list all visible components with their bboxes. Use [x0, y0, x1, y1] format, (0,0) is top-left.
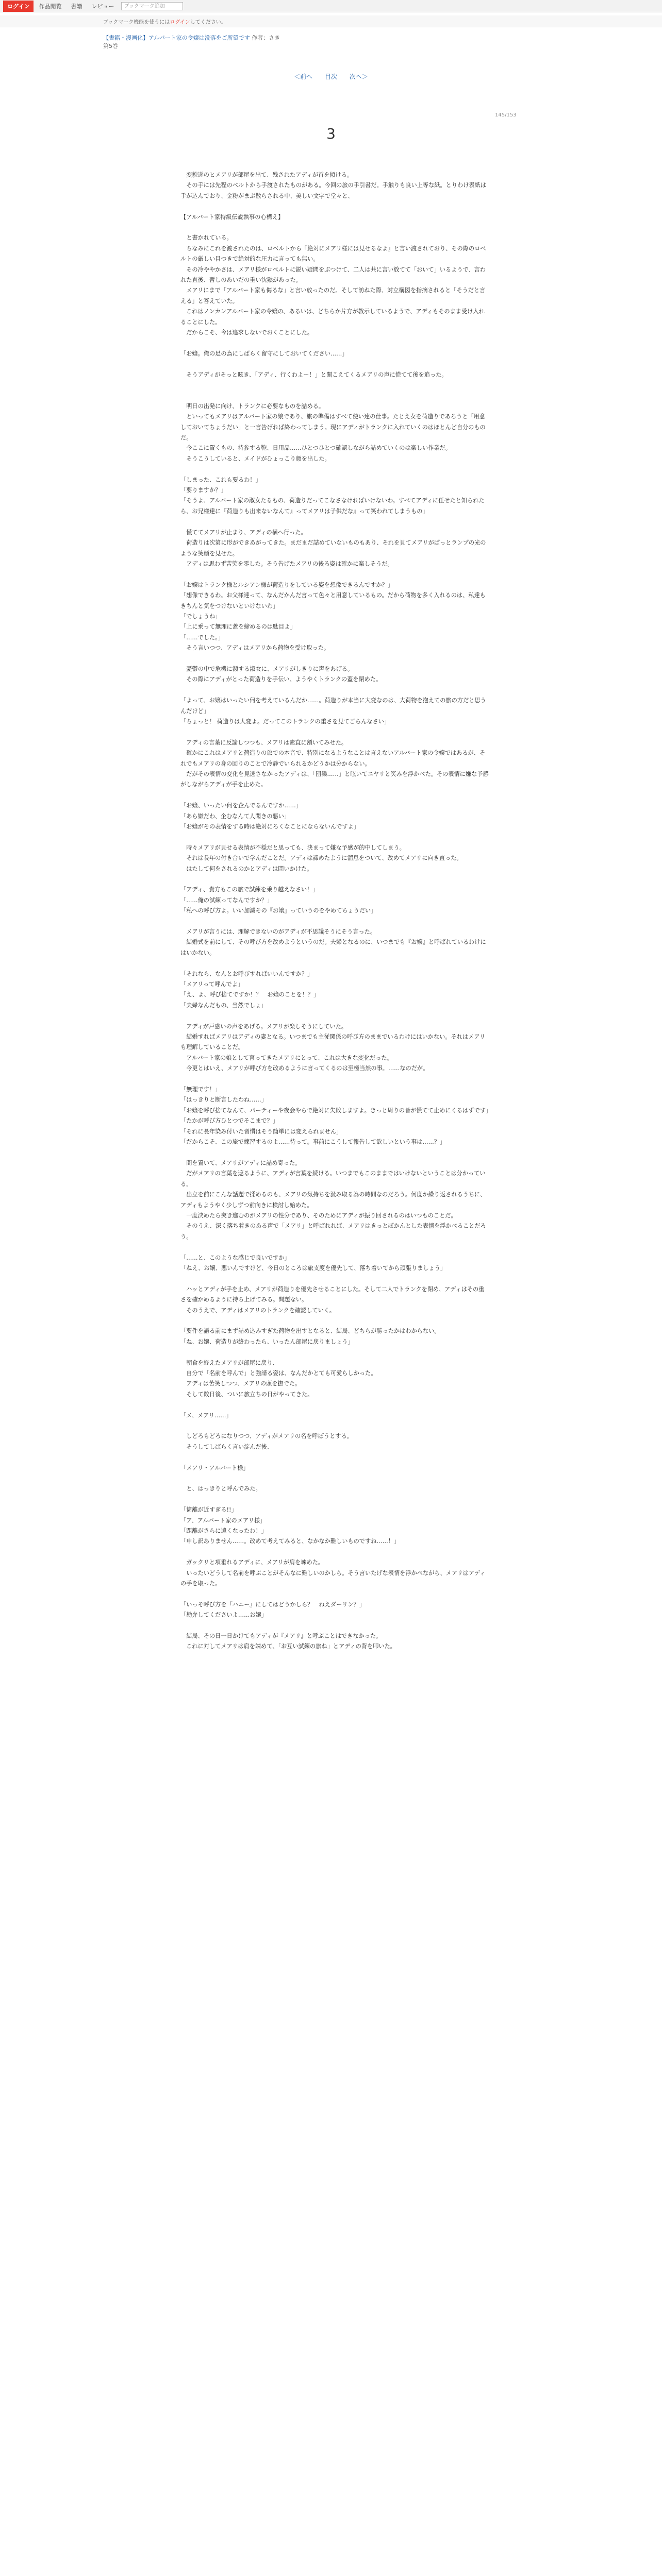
bookmark-notice-prefix: ブックマーク機能を使うには [103, 20, 170, 25]
body-paragraph: その手には先程のベルトから手渡されたものがある。今回の旅の手引書だ。手触りも良い上等な紙。とりわけ表紙は手が込んでおり、金粉がまぶ散らされる中、美しい文字で堂々と、 [180, 182, 486, 199]
blank-line [180, 1316, 490, 1326]
blank-line [180, 223, 490, 233]
body-paragraph: 「それに長年染み付いた習慣はそう簡単には変えられません」 [180, 1128, 342, 1135]
body-paragraph: 「上に乗って無理に蓋を締めるのは駄目よ」 [180, 623, 296, 631]
blank-line [180, 359, 490, 369]
body-paragraph: 「だからこそ、この旅で練習するのよ……待って。事前にこうして報告して欲しいという事は……？」 [180, 1139, 446, 1146]
blank-line [180, 874, 490, 885]
body-paragraph: 今ここに置くもの、持参する鞄、日用品……ひとつひとつ確認しながら詰めていくのは楽しい作業だ。 [180, 445, 451, 452]
body-paragraph: これはノンカンアルバート家の令嬢の、あるいは、どちらか片方が教示しているようで、アディもそのまま受け入れることにした。 [180, 308, 485, 326]
blank-line [180, 1589, 490, 1599]
chapter-number: 3 [326, 125, 336, 142]
nav-item-books[interactable]: 書籍 [71, 3, 82, 10]
body-paragraph: その冷ややかさは、メアリ様がロベルトに鋭い疑問をぶつけて、二人は共に言い放てて「おいて」いるようで、言われた直後、暫しのあいだの重い沈黙があった。 [180, 266, 486, 284]
body-paragraph: 「私への呼び方よ。いい加減その『お嬢』っていうのをやめてちょうだい」 [180, 907, 377, 914]
blank-line [180, 1242, 490, 1252]
body-paragraph: ちなみにこれを渡されたのは、ロベルトから『絶対にメアリ様には見せるなよ』と言い渡されており、その際のロベルトの厳しい目つきで絶対的な圧力に言っても無い。 [180, 245, 486, 263]
body-paragraph: アディは思わず苦笑を零した。そう告げたメアリの後ろ姿は確かに楽しそうだ。 [180, 560, 393, 567]
body-paragraph: 出立を前にこんな話題で揉めるのも、メアリの気持ちを汲み取る為の時間なのだろう。何度か繰り返されるうちに、アディもようやく少しずつ前向きに検討し始めた。 [180, 1191, 486, 1209]
top-navigation-bar [0, 0, 662, 12]
body-paragraph: メアリが言うには、理解できないのがアディが不思議そうにそう言った。 [180, 928, 376, 935]
blank-line [180, 1147, 490, 1158]
blank-line [180, 832, 490, 842]
body-paragraph: その際にアディがとった荷造りを手伝い、ようやくトランクの蓋を閉めた。 [180, 676, 382, 683]
blank-line [180, 201, 490, 212]
blank-line [180, 1274, 490, 1284]
body-paragraph: 「お嬢。俺の足の為にしばらく留守にしておいてください……」 [180, 350, 348, 357]
body-paragraph: 「メ、メアリ……」 [180, 1412, 232, 1419]
bookmark-add-input[interactable]: ブックマーク追加 [121, 2, 183, 10]
body-paragraph: 「よって、お嬢はいったい何を考えているんだか……。荷造りが本当に大変なのは、大荷物を抱えての旅の方だと思うんだけど」 [180, 697, 486, 715]
body-paragraph: 朝食を終えたメアリが部屋に戻り、 [180, 1359, 278, 1366]
body-paragraph: だがその表情の変化を見逃さなかったアディは、「団欒……」と呟いてニヤリと笑みを浮かべた。その表情に嫌な予感がしながらアディが手を止めた。 [180, 770, 489, 788]
body-paragraph: 「箇離が近すぎる!!」 [180, 1506, 237, 1514]
body-paragraph: 憂鬱の中で危機に瀕する淑女に、メアリがしきりに声をあげる。 [180, 665, 354, 672]
body-paragraph: 「ねえ、お嬢、悪いんですけど、今日のところは旅支度を優先して、落ち着いてから頑張りましょう」 [180, 1264, 446, 1272]
body-paragraph: そのうえ、深く落ち着きのある声で「メアリ」と呼ばれれば、メアリはきっとぽかんとした表情を浮かべることだろう。 [180, 1223, 486, 1240]
body-paragraph: ハッとアディが手を止め、メアリが荷造りを優先させることにした。そして二人でトランクを閉め、アディはその重さを確かめるように持ち上げてみる。問題ない。 [180, 1285, 485, 1303]
body-paragraph: そして数日後、ついに旅立ちの日がやってきた。 [180, 1391, 313, 1398]
bookmark-notice-suffix: してください。 [190, 20, 226, 25]
body-paragraph: 自分で「名前を呼んで」と強請る姿は、なんだかとても可愛らしかった。 [180, 1369, 377, 1377]
body-paragraph: と書かれている。 [180, 234, 233, 242]
body-paragraph: 「え、よ、呼び捨てですか！？ お嬢のことを！？」 [180, 991, 320, 998]
body-paragraph: 「想像できるわ。お父様達って、なんだかんだ言って色々と用意しているもの。だから荷物を多く入れるのは、私達もきちんと気をつけないといけないわ」 [180, 592, 486, 609]
body-paragraph: 「それなら、なんとお呼びすればいいんですか？」 [180, 970, 313, 977]
body-paragraph: 「メアリ・アルバート様」 [180, 1464, 249, 1471]
body-paragraph: 「ちょっと！ 荷造りは大変よ。だってこのトランクの重さを見てごらんなさい」 [180, 718, 390, 725]
body-paragraph: 確かにこれはメアリと荷造りの旅での本音で、特別になるようなことは言えないアルバート家の令嬢ではあるが、それでもメアリの身の回りのことで冷静でいられるかどうかは分からない。 [180, 750, 486, 767]
body-paragraph: 結局、その日一日かけてもアディが『メアリ』と呼ぶことはできなかった。 [180, 1632, 382, 1639]
body-paragraph: といってもメアリはアルバート家の娘であり、旅の準備はすべて使い達の仕事。たとえ女を荷造りであろうと「用意しておいてちょうだい」と一言告げれば終わってしまう。現にアディがトランクに入れていくのはほとんど自分のものだ。 [180, 413, 486, 442]
prev-link[interactable]: ＜前へ [294, 73, 313, 80]
body-paragraph: 変貌遂のヒメアリが部屋を出て、残されたアディが首を傾ける。 [180, 172, 353, 178]
body-paragraph: いったいどうして名前を呼ぶことがそんなに難しいのかしら。そう言いたげな表情を浮かべながら、メアリはアディの手を取った。 [180, 1569, 486, 1587]
blank-line [180, 654, 490, 664]
blank-line [180, 685, 490, 696]
body-paragraph: 間を置いて、メアリがアディに詰め寄った。 [180, 1159, 301, 1166]
body-paragraph: これに対してメアリは肩を竦めて、「お互い試練の旅ね」とアディの背を叩いた。 [180, 1643, 396, 1650]
body-paragraph: ガックリと項垂れるアディに、メアリが肩を竦めた。 [180, 1559, 324, 1566]
body-paragraph: それは長年の付き合いで学んだことだ。アディは諦めたように溜息をついて、改めてメアリに向き直った。 [180, 855, 462, 862]
body-paragraph: 「いっそ呼び方を『ハニー』にしてはどうかしら？ ねえダーリン？」 [180, 1601, 366, 1608]
body-paragraph: そうアディがそっと呟き、「アディ、行くわよー！」と聞こえてくるメアリの声に慌てて後を追った。 [180, 371, 448, 378]
blank-line [180, 1547, 490, 1557]
body-paragraph: 「無理です！」 [180, 1086, 221, 1093]
blank-line [180, 1011, 490, 1021]
blank-line [180, 1347, 490, 1358]
nav-item-browse[interactable]: 作品閲覧 [39, 3, 62, 10]
body-paragraph: そのうえで、アディはメアリのトランクを確認していく。 [180, 1307, 336, 1314]
body-paragraph: 一度決めたら突き進むのがメアリの性分であり、そのためにアディが振り回されるのはいつものことだ。 [180, 1212, 457, 1219]
novel-body [180, 170, 490, 1652]
nav-item-reviews[interactable]: レビュー [91, 3, 114, 10]
blank-line [180, 1621, 490, 1631]
chapter-label: 第5巻 [103, 42, 118, 49]
body-paragraph: 「あら嫌だわ、企むなんて人聞きの悪い」 [180, 812, 290, 820]
body-paragraph: だからこそ、今は追求しないでおくことにした。 [180, 329, 313, 336]
toc-link[interactable]: 目次 [324, 73, 337, 80]
body-paragraph: 荷造りは次第に形ができあがってきた。まだまだ詰めていないものもあり、それを見てメアリがぱっとランプの光のような笑顔を見せた。 [180, 539, 486, 557]
body-paragraph: そう言いつつ、アディはメアリから荷物を受け取った。 [180, 645, 330, 652]
body-paragraph: そうこうしていると、メイドがひょっこり顔を出した。 [180, 455, 330, 462]
body-paragraph: 「距離がさらに遠くなったわ！」 [180, 1527, 267, 1534]
body-paragraph: 「お嬢、いったい何を企んでるんですか……」 [180, 802, 302, 809]
novel-title-block [103, 34, 412, 50]
body-paragraph: はたして何をされるのかとアディは問いかけた。 [180, 865, 313, 872]
body-paragraph: 「そうよ、アルバート家の淑女たるもの、荷造りだってこなさなければいけないわ。すべてアディに任せたと知られたら、お兄様達に『荷造りも出来ないなんて』ってメアリは子供だな』って笑われてしまうもの」 [180, 497, 485, 515]
bookmark-login-notice [103, 18, 226, 25]
blank-line [180, 569, 490, 580]
body-paragraph: だがメアリの言葉を遮るように、アディが言葉を続ける。いつまでもこのままではいけないということは分かっている。 [180, 1170, 486, 1188]
body-paragraph: 結婚式を前にして、その呼び方を改めようというのだ。夫婦となるのに、いつまでも『お嬢』と呼ばれているわけにはいかない。 [180, 939, 486, 956]
body-paragraph: 今更とはいえ、メアリが呼び方を改めるように言ってくるのは至極当然の事。……なのだが。 [180, 1065, 429, 1072]
body-paragraph: メアリにまで「アルバート家も侮るな」と言い放ったのだ。そして訪ねた際、対立構図を指摘されると「そうだと言える」と答えていた。 [180, 287, 486, 304]
body-paragraph: 「要件を語る前にまず詰め込みすぎた荷物を出すとなると、結局、どちらが勝ったかはわからない。 [180, 1328, 440, 1335]
body-paragraph: 「……と、このような感じで良いですか」 [180, 1254, 290, 1261]
body-paragraph: 「アディ、貴方もこの旅で試練を乗り越えなさい！」 [180, 886, 319, 893]
body-paragraph: 【アルバート家特級伝説執事の心構え】 [180, 213, 284, 221]
blank-line [180, 380, 490, 391]
blank-line [180, 790, 490, 801]
body-paragraph: 「……俺の試練ってなんですか？」 [180, 896, 273, 904]
body-paragraph: 「お嬢を呼び捨てなんて、パーティーや夜会やらで絶対に失敗しますよ。きっと周りの皆が慌てて止めにくるはずです」 [180, 1107, 492, 1114]
body-paragraph: 「メアリって呼んでよ」 [180, 981, 244, 988]
notice-strip [0, 15, 662, 27]
body-paragraph: 慌ててメアリが止まり、アディの横へ行った。 [180, 529, 307, 536]
body-paragraph: 「はっきりと断言したわね……」 [180, 1096, 267, 1104]
body-paragraph: アディの言葉に反論しつつも、メアリは素直に頷いてみせた。 [180, 739, 347, 746]
body-paragraph: アディが戸惑いの声をあげる。メアリが楽しそうにしていた。 [180, 1023, 347, 1030]
blank-line [180, 1452, 490, 1463]
blank-line [180, 727, 490, 737]
body-paragraph: 「でしょうね」 [180, 613, 221, 620]
body-paragraph: 「要りますか？」 [180, 487, 227, 494]
body-paragraph: と、はっきりと呼んでみた。 [180, 1485, 261, 1493]
blank-line [180, 517, 490, 527]
blank-line [180, 338, 490, 348]
body-paragraph: 結婚すればメアリはアディの妻となる。いつまでも主従関係の呼び方のままでいるわけにはいかない。それはメアリも理解していることだ。 [180, 1033, 486, 1051]
body-paragraph: 「申し訳ありません……。改めて考えてみると、なかなか難しいものですね……！」 [180, 1538, 400, 1545]
bookmark-login-link[interactable]: ログイン [170, 20, 190, 25]
body-paragraph: アディは苦笑しつつ、メアリの頭を撫でた。 [180, 1380, 301, 1387]
body-paragraph: 時々メアリが見せる表情が不穏だと思っても、決まって嫌な予感が的中してしまう。 [180, 844, 405, 851]
body-paragraph: 「お嬢はトランク様とルシアン様が荷造りをしている姿を想像できるんですか？」 [180, 581, 393, 588]
body-paragraph: 「お嬢がその表情をする時は絶対にろくなことにならないんですよ」 [180, 823, 359, 830]
blank-line [180, 464, 490, 474]
episode-counter: 145/153 [495, 112, 517, 118]
body-paragraph: 「たかが呼び方ひとつでそこまで？」 [180, 1117, 278, 1125]
login-button[interactable]: ログイン [3, 1, 34, 12]
body-paragraph: 明日の出発に向け、トランクに必要なものを詰める。 [180, 402, 325, 410]
blank-line [180, 958, 490, 969]
body-paragraph: しどろもどろになりつつ、アディがメアリの名を呼ぼうとする。 [180, 1433, 353, 1440]
blank-line [180, 1473, 490, 1484]
body-paragraph: 「……でした。」 [180, 634, 224, 641]
blank-line [180, 1421, 490, 1431]
body-paragraph: 「しまった、これも要るわ！」 [180, 476, 261, 483]
blank-line [180, 1495, 490, 1505]
body-paragraph: 「勘弁してくださいよ……お嬢」 [180, 1612, 267, 1619]
top-pager [0, 72, 662, 81]
blank-line [180, 1400, 490, 1410]
body-paragraph: 「ね、お嬢、荷造りが終わったら、いったん部屋に戻りましょう」 [180, 1338, 354, 1345]
body-paragraph: 「夫婦なんだもの、当然でしょ」 [180, 1002, 267, 1009]
blank-line [180, 1074, 490, 1084]
body-paragraph: アルバート家の娘として育ってきたメアリにとって、これは大きな変化だった。 [180, 1054, 393, 1061]
next-link[interactable]: 次へ＞ [349, 73, 368, 80]
author-name[interactable]: 作者：さき [252, 35, 280, 41]
blank-line [180, 917, 490, 927]
blank-line [180, 391, 490, 401]
novel-title-link[interactable]: 【書籍・漫画化】アルバート家の令嬢は没落をご所望です [103, 35, 250, 41]
body-paragraph: そうしてしばらく言い淀んだ後、 [180, 1443, 273, 1450]
body-paragraph: 「ア、アルバート家のメアリ様」 [180, 1517, 266, 1524]
